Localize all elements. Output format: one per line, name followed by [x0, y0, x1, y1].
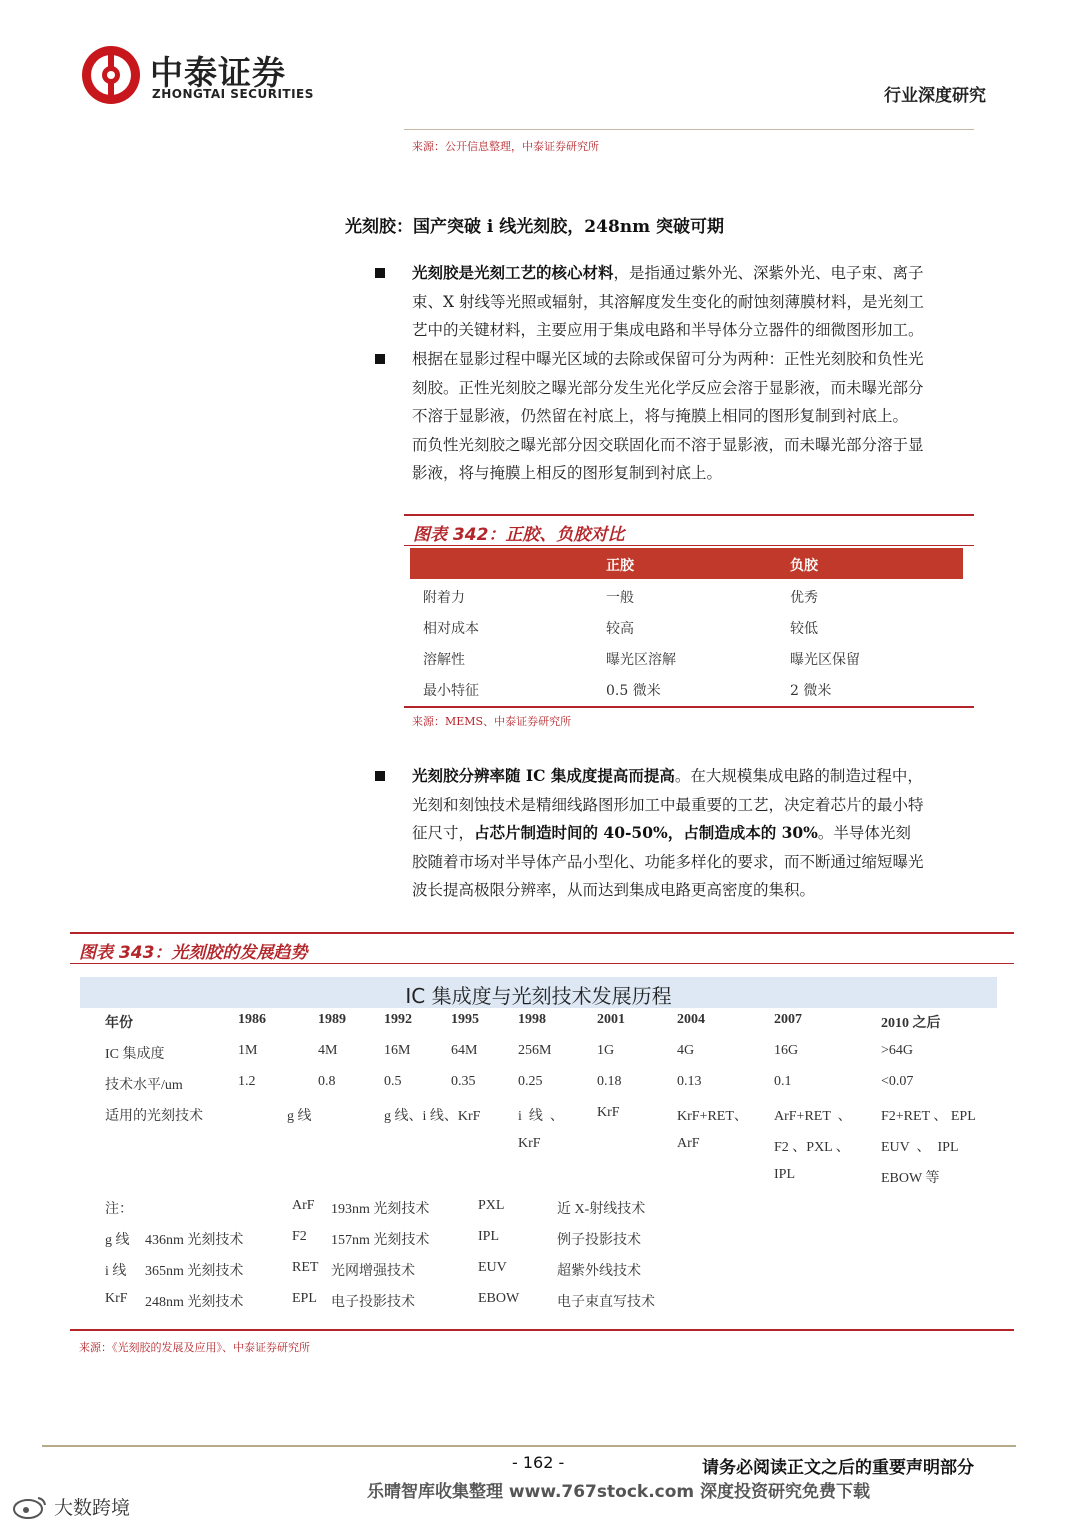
- note-desc: 光网增强技术: [331, 1264, 415, 1279]
- figure-342-bottom-rule: [404, 706, 974, 708]
- watermark-text: 乐晴智库收集整理 www.767stock.com 深度投资研究免费下载: [367, 1482, 871, 1502]
- row-label-ic: IC 集成度: [105, 1047, 165, 1062]
- ic-cell: 4M: [318, 1043, 338, 1058]
- note-desc: 365nm 光刻技术: [145, 1264, 244, 1279]
- section-title: 光刻胶：国产突破 i 线光刻胶，248nm 突破可期: [345, 217, 725, 237]
- ic-cell: 16M: [384, 1043, 411, 1058]
- figure-343-source: 来源：《光刻胶的发展及应用》、中泰证券研究所: [79, 1341, 310, 1354]
- figure-343-banner: [80, 977, 997, 1008]
- note-desc: 电子束直写技术: [557, 1295, 655, 1310]
- litho-cell: g 线: [287, 1109, 312, 1124]
- litho-cell: KrF: [597, 1105, 620, 1120]
- ic-cell: 16G: [774, 1043, 799, 1058]
- bullet-marker: [375, 354, 385, 364]
- note-desc: 近 X-射线技术: [557, 1202, 646, 1217]
- figure-343-top-rule: [70, 932, 1014, 934]
- table-cell: 0.5 微米: [606, 683, 661, 699]
- tech-cell: 0.8: [318, 1074, 336, 1089]
- figure-343-banner-title: IC 集成度与光刻技术发展历程: [405, 984, 672, 1008]
- bullet-paragraph-1: 光刻胶是光刻工艺的核心材料，是指通过紫外光、深紫外光、电子束、离子 束、X 射线等光照或辐射，其溶解度发生变化的耐蚀刻薄膜材料，是光刻工 艺中的关键材料，主要应用于集成电路和半导体分立器件的细微图形加工。: [412, 263, 924, 339]
- litho-cell: g 线、i 线、KrF: [384, 1109, 481, 1124]
- brand-name-en: ZHONGTAI SECURITIES: [152, 87, 314, 101]
- litho-cell: KrF: [518, 1136, 541, 1151]
- litho-cell: IPL: [774, 1167, 795, 1182]
- litho-cell: ArF: [677, 1136, 700, 1151]
- bullet-1-bold: 光刻胶是光刻工艺的核心材料: [412, 263, 614, 282]
- page-number: - 162 -: [512, 1453, 565, 1472]
- table-cell: 曝光区保留: [790, 652, 860, 668]
- figure-342-table-body: [410, 582, 970, 706]
- row-label-litho: 适用的光刻技术: [105, 1109, 203, 1124]
- ic-cell: 256M: [518, 1043, 552, 1058]
- year-cell: 1986: [238, 1012, 266, 1027]
- note-abbr: EPL: [292, 1291, 317, 1306]
- note-abbr: g 线: [105, 1233, 130, 1248]
- figure-342-header-row: [410, 548, 963, 579]
- note-desc: 157nm 光刻技术: [331, 1233, 430, 1248]
- ic-cell: 1M: [238, 1043, 258, 1058]
- note-abbr: KrF: [105, 1291, 128, 1306]
- figure-342-title-rule: [404, 545, 974, 546]
- bullet-marker: [375, 268, 385, 278]
- figure-343-title-rule: [70, 963, 1014, 964]
- note-abbr: EUV: [478, 1260, 507, 1275]
- litho-cell: EUV 、 IPL: [881, 1140, 959, 1155]
- table-cell: 一般: [606, 590, 634, 606]
- year-cell: 2010 之后: [881, 1016, 941, 1031]
- bullet-paragraph-3: 光刻胶分辨率随 IC 集成度提高而提高。在大规模集成电路的制造过程中， 光刻和刻蚀技术是精细线路图形加工中最重要的工艺，决定着芯片的最小特 征尺寸，占芯片制造时间的 40-50%，占制造成本的 30%。半导体光刻 胶随着市场对半导体产品小型化、功能多样化的要求，而不断通过缩短曝光 波长提高极限分辨率，从而达到集成电路更高密度的集积。: [412, 766, 924, 899]
- note-abbr: RET: [292, 1260, 319, 1275]
- top-source-note: 来源：公开信息整理，中泰证券研究所: [412, 140, 599, 153]
- litho-cell: F2 、PXL 、: [774, 1140, 850, 1155]
- tech-cell: 0.5: [384, 1074, 402, 1089]
- note-abbr: PXL: [478, 1198, 505, 1213]
- note-abbr: i 线: [105, 1264, 127, 1279]
- table-cell: 曝光区溶解: [606, 652, 676, 668]
- watermark-brand: 大数跨境: [54, 1497, 131, 1519]
- note-abbr: EBOW: [478, 1291, 520, 1306]
- year-cell: 1998: [518, 1012, 546, 1027]
- table-cell: 较高: [606, 621, 634, 637]
- figure-342-title: 图表 342：正胶、负胶对比: [413, 525, 625, 545]
- tech-cell: 0.1: [774, 1074, 792, 1089]
- document-type: 行业深度研究: [884, 86, 986, 106]
- header-cell: 正胶: [606, 558, 634, 574]
- ic-cell: >64G: [881, 1043, 914, 1058]
- brand-logo-icon: [80, 44, 142, 106]
- litho-cell: F2+RET 、 EPL: [881, 1109, 976, 1124]
- note-abbr: F2: [292, 1229, 307, 1244]
- bullet-paragraph-2: 根据在显影过程中曝光区域的去除或保留可分为两种：正性光刻胶和负性光 刻胶。正性光刻胶之曝光部分发生光化学反应会溶于显影液，而未曝光部分 不溶于显影液，仍然留在衬底上，将与掩膜上相同的图形复制到衬底上。 而负性光刻胶之曝光部分因交联固化而不溶于显影液，而未曝光部分溶于显 影液，将与掩膜上相反的图形复制到衬底上。: [412, 350, 924, 482]
- figure-343-bottom-rule: [70, 1329, 1014, 1331]
- tech-cell: 0.13: [677, 1074, 702, 1089]
- header-cell: 负胶: [790, 558, 818, 574]
- header-divider: [404, 129, 974, 130]
- litho-cell: KrF+RET、: [677, 1109, 748, 1124]
- table-cell: 附着力: [423, 590, 465, 606]
- note-desc: 电子投影技术: [331, 1295, 415, 1310]
- notes-label: 注：: [105, 1202, 133, 1217]
- note-desc: 248nm 光刻技术: [145, 1295, 244, 1310]
- table-cell: 优秀: [790, 590, 818, 606]
- ic-cell: 4G: [677, 1043, 695, 1058]
- litho-cell: ArF+RET 、: [774, 1109, 852, 1124]
- row-label-tech: 技术水平/um: [105, 1078, 183, 1093]
- note-desc: 436nm 光刻技术: [145, 1233, 244, 1248]
- figure-343-title: 图表 343：光刻胶的发展趋势: [79, 943, 308, 963]
- year-cell: 1995: [451, 1012, 479, 1027]
- table-cell: 溶解性: [423, 652, 465, 668]
- note-abbr: ArF: [292, 1198, 315, 1213]
- note-desc: 193nm 光刻技术: [331, 1202, 430, 1217]
- year-cell: 2001: [597, 1012, 625, 1027]
- row-label-year: 年份: [105, 1016, 133, 1031]
- table-cell: 相对成本: [423, 621, 479, 637]
- note-desc: 例子投影技术: [557, 1233, 641, 1248]
- tech-cell: 0.18: [597, 1074, 622, 1089]
- year-cell: 1989: [318, 1012, 346, 1027]
- tech-cell: 1.2: [238, 1074, 256, 1089]
- litho-cell: EBOW 等: [881, 1171, 940, 1186]
- figure-342-top-rule: [404, 514, 974, 516]
- table-cell: 最小特征: [423, 683, 479, 699]
- disclaimer-notice: 请务必阅读正文之后的重要声明部分: [702, 1458, 974, 1478]
- tech-cell: 0.35: [451, 1074, 476, 1089]
- brand-name-cn: 中泰证券: [150, 53, 286, 92]
- year-cell: 2004: [677, 1012, 705, 1027]
- litho-cell: i 线 、: [518, 1109, 564, 1124]
- table-cell: 2 微米: [790, 683, 832, 699]
- footer-divider: [42, 1445, 1016, 1447]
- bullet-marker: [375, 771, 385, 781]
- year-cell: 1992: [384, 1012, 412, 1027]
- note-desc: 超紫外线技术: [557, 1264, 641, 1279]
- ic-cell: 1G: [597, 1043, 615, 1058]
- note-abbr: IPL: [478, 1229, 499, 1244]
- weibo-icon: [10, 1494, 50, 1520]
- table-cell: 较低: [790, 621, 818, 637]
- ic-cell: 64M: [451, 1043, 478, 1058]
- tech-cell: <0.07: [881, 1074, 914, 1089]
- figure-342-source: 来源：MEMS、中泰证券研究所: [412, 715, 572, 728]
- tech-cell: 0.25: [518, 1074, 543, 1089]
- year-cell: 2007: [774, 1012, 802, 1027]
